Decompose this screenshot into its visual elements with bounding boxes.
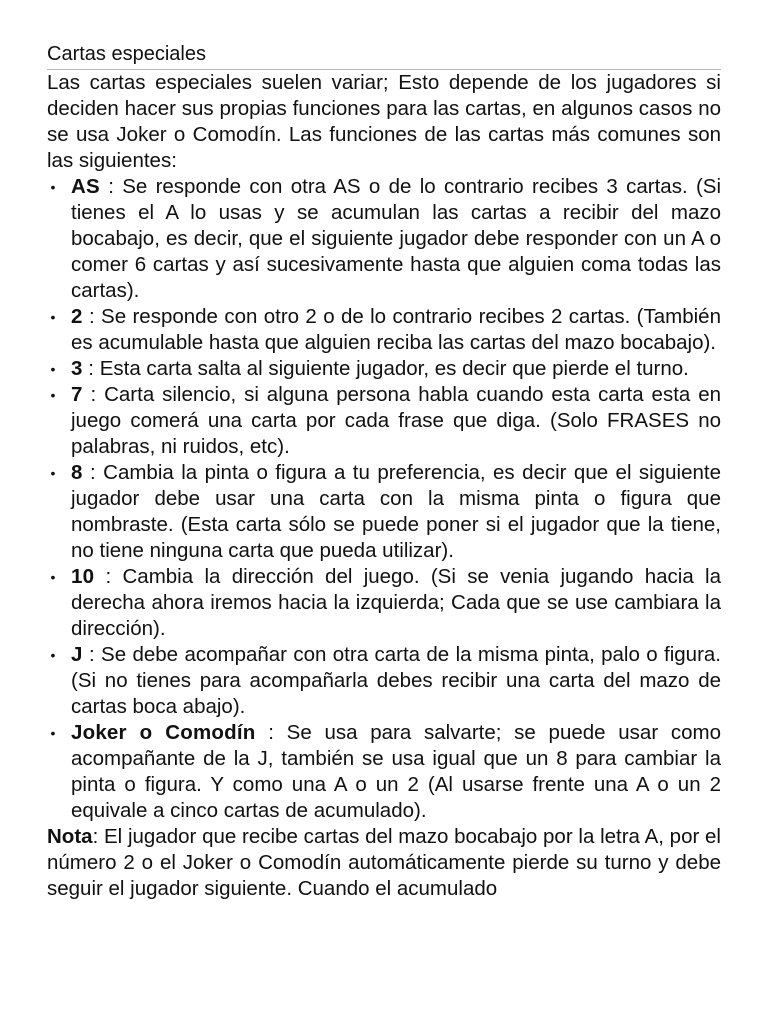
rules-list <box>47 174 721 824</box>
bullet-icon: • <box>50 309 56 325</box>
rule-text: : Carta silencio, si alguna persona habla cuando esta carta esta en juego comerá una carta por cada frase que diga. (Solo FRASES no palabras, ni ruidos, etc). <box>71 383 721 458</box>
rule-term: 8 <box>71 461 83 484</box>
intro-paragraph: Las cartas especiales suelen variar; Esto depende de los jugadores si deciden hacer sus propias funciones para las cartas, en algunos casos no se usa Joker o Comodín. Las funciones de las cartas más comunes son las siguientes: <box>47 71 721 172</box>
document-page <box>47 41 721 902</box>
rule-item-j <box>47 642 721 720</box>
rule-text: : Se usa para salvarte; se puede usar como acompañante de la J, también se usa igual que un 8 para cambiar la pinta o figura. Y como una A o un 2 (Al usarse frente una A o un 2 equivale a cinco cartas de acumulado). <box>71 721 721 822</box>
rule-term: J <box>71 643 83 666</box>
rule-term: 3 <box>71 357 83 380</box>
rule-term: 10 <box>71 565 95 588</box>
rule-item-2 <box>47 304 721 356</box>
rule-term: Joker o Comodín <box>71 721 256 744</box>
rule-text: : Cambia la pinta o figura a tu preferencia, es decir que el siguiente jugador debe usar una carta con la misma pinta o figura que nombraste. (Esta carta sólo se puede poner si el jugador que la tiene, no tiene ninguna carta que pueda utilizar). <box>71 461 721 562</box>
note-text: : El jugador que recibe cartas del mazo bocabajo por la letra A, por el número 2 o el Joker o Comodín automáticamente pierde su turno y debe seguir el jugador siguiente. Cuando el acumulado <box>47 825 721 900</box>
rule-text: : Se responde con otra AS o de lo contrario recibes 3 cartas. (Si tienes el A lo usas y se acumulan las cartas a recibir del mazo bocabajo, es decir, que el siguiente jugador debe responder con un A o comer 6 cartas y así sucesivamente hasta que alguien coma todas las cartas). <box>71 175 721 302</box>
rule-term: 7 <box>71 383 83 406</box>
rule-term: AS <box>71 175 100 198</box>
bullet-icon: • <box>50 387 56 403</box>
note-paragraph <box>47 824 721 902</box>
section-title: Cartas especiales <box>47 41 721 70</box>
rule-term: 2 <box>71 305 83 328</box>
rule-text: : Se debe acompañar con otra carta de la misma pinta, palo o figura. (Si no tienes para acompañarla debes recibir una carta del mazo de cartas boca abajo). <box>71 643 721 718</box>
rule-item-8 <box>47 460 721 564</box>
rule-item-7 <box>47 382 721 460</box>
rule-text: : Esta carta salta al siguiente jugador, es decir que pierde el turno. <box>82 357 689 380</box>
rule-text: : Cambia la dirección del juego. (Si se venia jugando hacia la derecha ahora iremos hacia la izquierda; Cada que se use cambiara la dirección). <box>71 565 721 640</box>
rule-item-3 <box>47 356 721 382</box>
bullet-icon: • <box>50 725 56 741</box>
bullet-icon: • <box>50 569 56 585</box>
note-label: Nota <box>47 825 93 848</box>
bullet-icon: • <box>50 179 56 195</box>
rule-item-10 <box>47 564 721 642</box>
rule-text: : Se responde con otro 2 o de lo contrario recibes 2 cartas. (También es acumulable hasta que alguien reciba las cartas del mazo bocabajo). <box>71 305 721 354</box>
bullet-icon: • <box>50 465 56 481</box>
bullet-icon: • <box>50 647 56 663</box>
rule-item-joker <box>47 720 721 824</box>
rule-item-as <box>47 174 721 304</box>
bullet-icon: • <box>50 361 56 377</box>
